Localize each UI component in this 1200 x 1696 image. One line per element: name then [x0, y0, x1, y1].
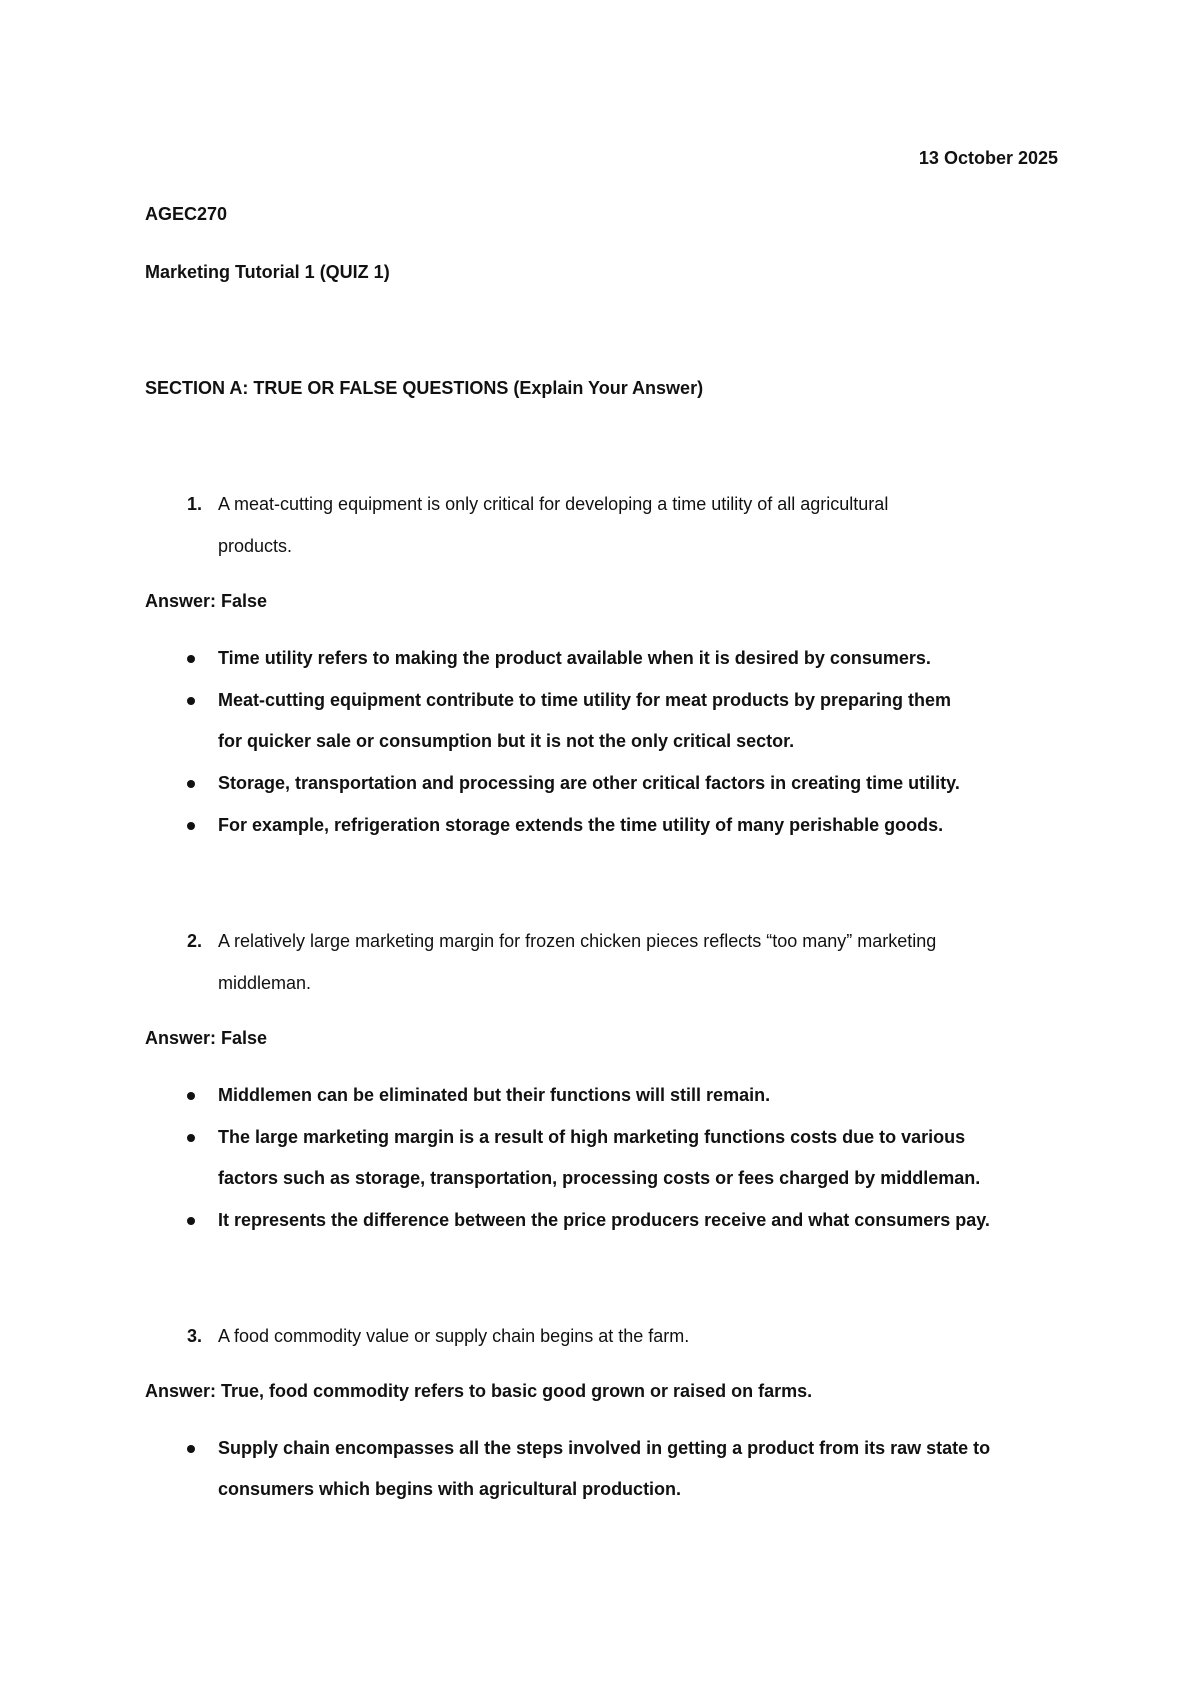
bullet-text-line: It represents the difference between the price producers receive and what consumers pay.: [218, 1210, 990, 1230]
question-number: 2.: [186, 931, 202, 951]
bullet-text-line: Middlemen can be eliminated but their functions will still remain.: [218, 1085, 771, 1105]
course-code: AGEC270: [145, 204, 228, 224]
bullet-icon: [187, 822, 195, 830]
bullet-icon: [187, 697, 195, 705]
question-number: 1.: [186, 494, 202, 514]
bullet-icon: [187, 780, 195, 788]
question-text-line: A meat-cutting equipment is only critical for developing a time utility of all agricultural: [218, 494, 889, 514]
bullet-icon: [187, 1217, 195, 1225]
question-number: 3.: [186, 1326, 202, 1346]
question-text-line: A food commodity value or supply chain begins at the farm.: [218, 1326, 690, 1346]
bullet-text-line: The large marketing margin is a result of high marketing functions costs due to various: [218, 1127, 966, 1147]
document-date: 13 October 2025: [918, 148, 1058, 168]
bullet-text-line: for quicker sale or consumption but it is not the only critical sector.: [218, 731, 795, 751]
bullet-icon: [187, 655, 195, 663]
answer-label: Answer: False: [145, 1028, 268, 1048]
question-text-line: middleman.: [218, 973, 312, 993]
bullet-text-line: Supply chain encompasses all the steps involved in getting a product from its raw state to: [218, 1438, 991, 1458]
question-text-line: A relatively large marketing margin for frozen chicken pieces reflects “too many” marketing: [218, 931, 937, 951]
bullet-text-line: Storage, transportation and processing are other critical factors in creating time utility.: [218, 773, 960, 793]
section-title: SECTION A: TRUE OR FALSE QUESTIONS (Explain Your Answer): [145, 378, 704, 398]
bullet-icon: [187, 1134, 195, 1142]
answer-label: Answer: True, food commodity refers to basic good grown or raised on farms.: [145, 1381, 813, 1401]
tutorial-title: Marketing Tutorial 1 (QUIZ 1): [145, 262, 390, 282]
bullet-text-line: factors such as storage, transportation, processing costs or fees charged by middleman.: [218, 1168, 981, 1188]
bullet-text-line: For example, refrigeration storage extends the time utility of many perishable goods.: [218, 815, 944, 835]
bullet-text-line: consumers which begins with agricultural production.: [218, 1479, 682, 1499]
bullet-icon: [187, 1092, 195, 1100]
answer-label: Answer: False: [145, 591, 268, 611]
question-text-line: products.: [218, 536, 293, 556]
bullet-text-line: Meat-cutting equipment contribute to time utility for meat products by preparing them: [218, 690, 952, 710]
bullet-icon: [187, 1445, 195, 1453]
bullet-text-line: Time utility refers to making the product available when it is desired by consumers.: [218, 648, 931, 668]
